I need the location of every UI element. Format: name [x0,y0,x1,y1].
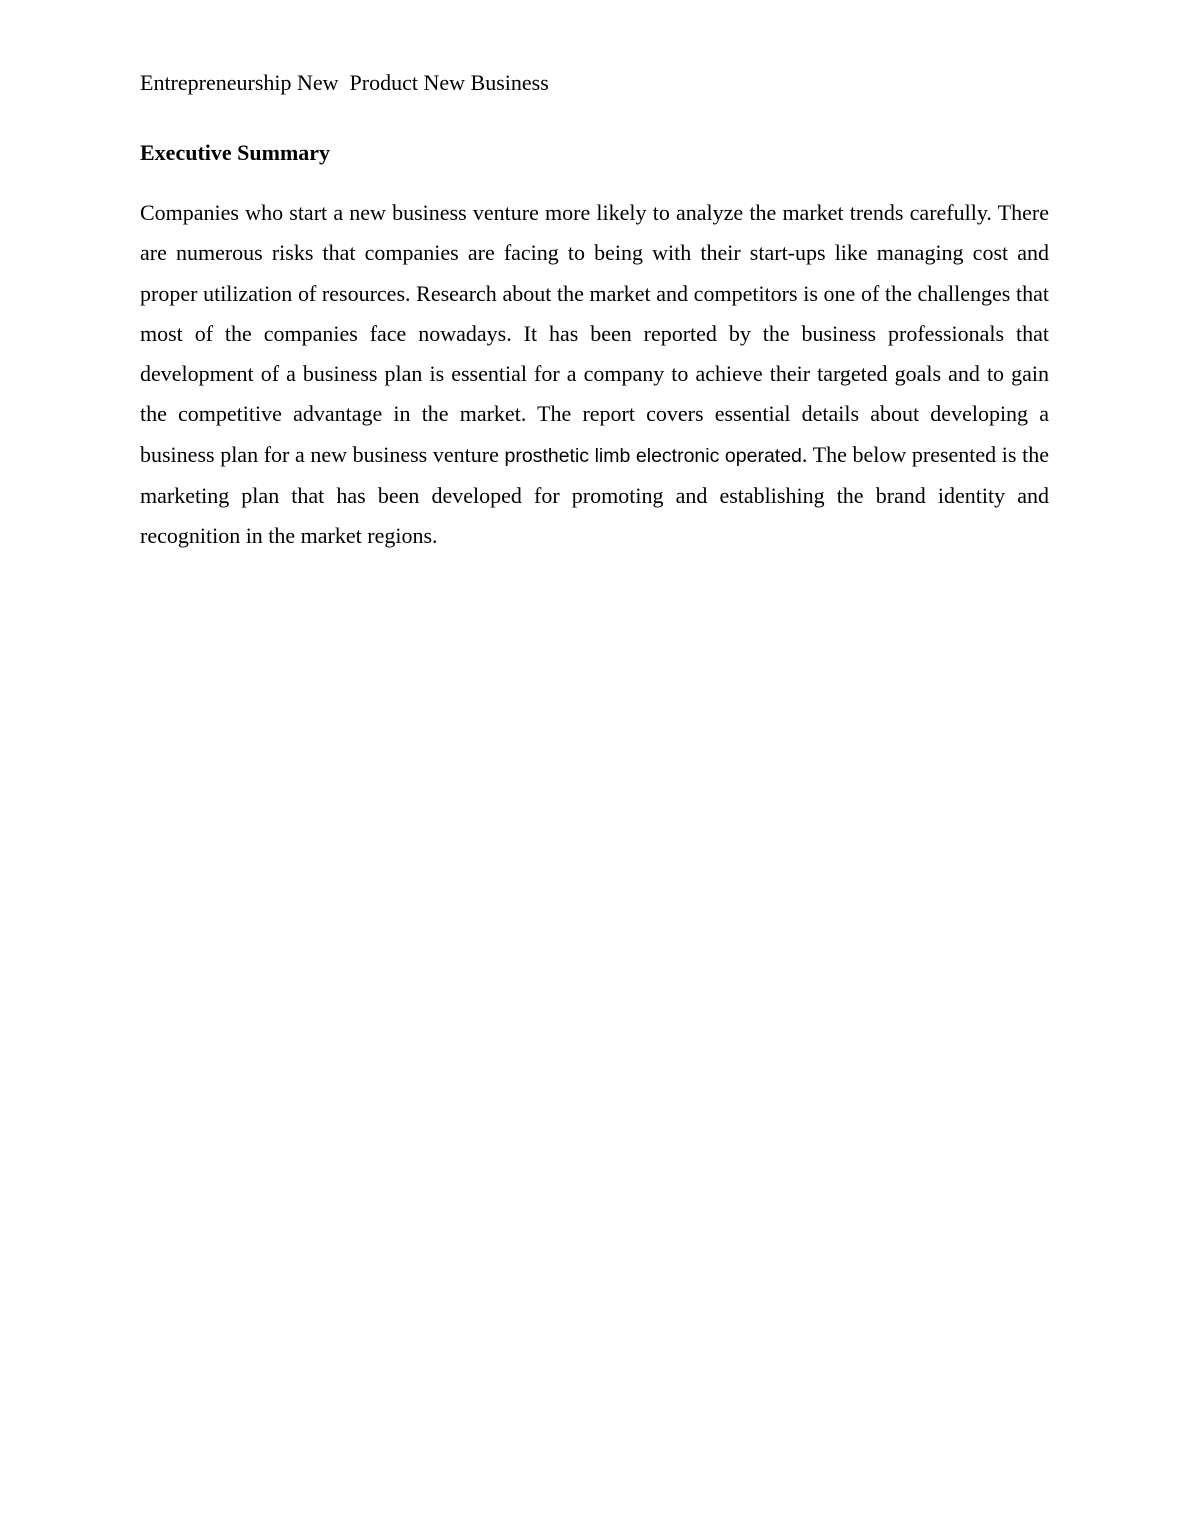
product-name-term: prosthetic limb electronic operated [504,444,802,467]
section-heading: Executive Summary [140,140,331,165]
paragraph-text-part-2: . The below presented is the marketing plan that has been developed for promoting and establishing the brand identity and recognition in the market regions. [140,441,1049,549]
paragraph-text-part-1: Companies who start a new business venture more likely to analyze the market trends carefully. There are numerous risks that companies are facing to being with their start-ups like managing cost and proper utilization of resources. Research about the market and competitors is one of the challenges that most of the companies face nowadays. It has been reported by the business professionals that development of a business plan is essential for a company to achieve their targeted goals and to gain the competitive advantage in the market. The report covers essential details about developing a business plan for a new business venture [140,200,1049,467]
executive-summary-paragraph [140,193,1049,557]
running-head: Entrepreneurship New Product New Business [140,70,549,95]
